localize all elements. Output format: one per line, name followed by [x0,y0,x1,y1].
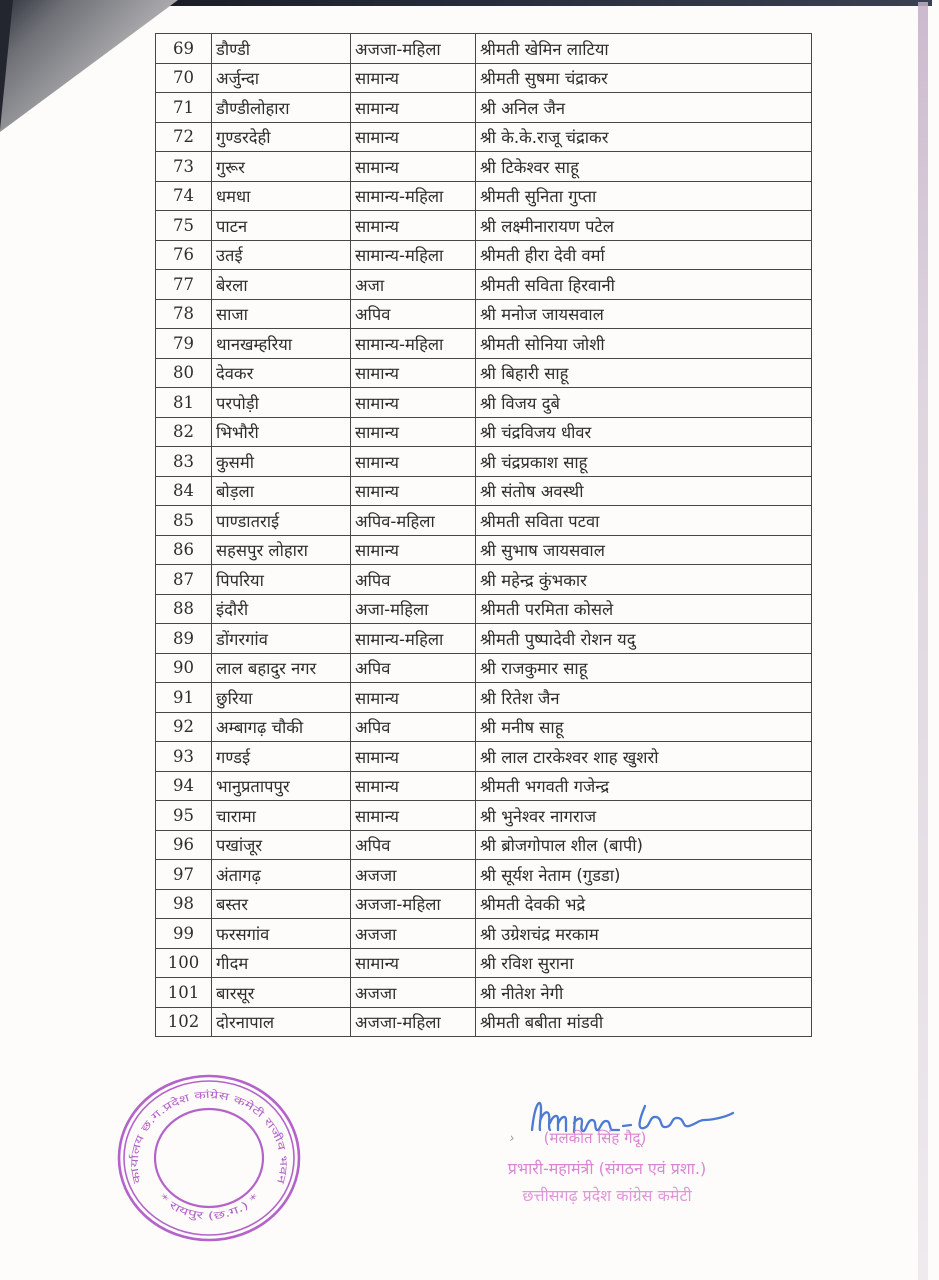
cell-serial: 71 [156,93,212,123]
table-row [156,447,812,477]
cell-category: अपिव [351,830,476,860]
cell-serial: 87 [156,565,212,595]
scan-corner-fold [0,0,178,132]
cell-appointee: श्रीमती सविता हिरवानी [476,270,812,300]
table-row [156,978,812,1008]
cell-appointee: श्री लाल टारकेश्वर शाह खुशरो [476,742,812,772]
cell-appointee: श्री अनिल जैन [476,93,812,123]
cell-appointee: श्री सूर्यश नेताम (गुडडा) [476,860,812,890]
table-row [156,860,812,890]
cell-constituency: साजा [212,299,351,329]
cell-constituency: अर्जुन्दा [212,63,351,93]
cell-category: सामान्य [351,801,476,831]
cell-serial: 102 [156,1007,212,1037]
cell-serial: 101 [156,978,212,1008]
roster-table-body [156,34,812,1037]
cell-constituency: कुसमी [212,447,351,477]
table-row [156,476,812,506]
cell-constituency: डोंगरगांव [212,624,351,654]
table-row [156,299,812,329]
cell-constituency: पाण्डातराई [212,506,351,536]
signatory-name: (मलकीत सिंह गैदू) [543,1129,647,1147]
table-row [156,830,812,860]
cell-constituency: सहसपुर लोहारा [212,535,351,565]
cell-serial: 100 [156,948,212,978]
cell-category: सामान्य [351,447,476,477]
table-row [156,93,812,123]
cell-category: सामान्य [351,683,476,713]
cell-serial: 85 [156,506,212,536]
cell-category: अपिव [351,712,476,742]
cell-category: सामान्य [351,122,476,152]
cell-category: सामान्य [351,358,476,388]
cell-serial: 86 [156,535,212,565]
cell-appointee: श्रीमती सोनिया जोशी [476,329,812,359]
cell-serial: 95 [156,801,212,831]
table-row [156,270,812,300]
cell-constituency: लाल बहादुर नगर [212,653,351,683]
cell-category: सामान्य [351,476,476,506]
cell-constituency: उतई [212,240,351,270]
cell-appointee: श्रीमती भगवती गजेन्द्र [476,771,812,801]
cell-appointee: श्री भुनेश्वर नागराज [476,801,812,831]
table-row [156,181,812,211]
table-row [156,34,812,64]
cell-appointee: श्री ब्रोजगोपाल शील (बापी) [476,830,812,860]
table-row [156,152,812,182]
cell-constituency: छुरिया [212,683,351,713]
cell-serial: 99 [156,919,212,949]
table-row [156,771,812,801]
cell-category: सामान्य [351,152,476,182]
cell-appointee: श्रीमती खेमिन लाटिया [476,34,812,64]
cell-serial: 92 [156,712,212,742]
cell-serial: 98 [156,889,212,919]
cell-category: सामान्य-महिला [351,240,476,270]
table-row [156,712,812,742]
cell-constituency: बस्तर [212,889,351,919]
cell-category: सामान्य [351,63,476,93]
cell-appointee: श्रीमती देवकी भद्रे [476,889,812,919]
table-row [156,63,812,93]
cell-serial: 81 [156,388,212,418]
cell-constituency: थानखम्हरिया [212,329,351,359]
cell-constituency: देवकर [212,358,351,388]
cell-appointee: श्री मनीष साहू [476,712,812,742]
cell-serial: 73 [156,152,212,182]
cell-constituency: पखांजूर [212,830,351,860]
table-row [156,594,812,624]
cell-constituency: परपोड़ी [212,388,351,418]
cell-appointee: श्री उग्रेशचंद्र मरकाम [476,919,812,949]
cell-appointee: श्रीमती हीरा देवी वर्मा [476,240,812,270]
cell-constituency: अंतागढ़ [212,860,351,890]
cell-appointee: श्रीमती परमिता कोसले [476,594,812,624]
table-row [156,683,812,713]
cell-constituency: अम्बागढ़ चौकी [212,712,351,742]
cell-constituency: फरसगांव [212,919,351,949]
cell-category: अजजा-महिला [351,1007,476,1037]
table-row [156,742,812,772]
cell-constituency: बेरला [212,270,351,300]
cell-constituency: डौण्डी [212,34,351,64]
cell-appointee: श्री के.के.राजू चंद्राकर [476,122,812,152]
cell-appointee: श्री लक्ष्मीनारायण पटेल [476,211,812,241]
table-row [156,358,812,388]
cell-appointee: श्रीमती बबीता मांडवी [476,1007,812,1037]
cell-constituency: गुण्डरदेही [212,122,351,152]
cell-serial: 93 [156,742,212,772]
table-row [156,624,812,654]
table-row [156,535,812,565]
cell-constituency: चारामा [212,801,351,831]
scan-right-edge [918,2,928,1280]
cell-category: सामान्य [351,535,476,565]
table-row [156,506,812,536]
cell-category: सामान्य [351,742,476,772]
table-row [156,240,812,270]
cell-constituency: बारसूर [212,978,351,1008]
signatory-organization: छत्तीसगढ़ प्रदेश कांग्रेस कमेटी [522,1186,692,1205]
cell-category: सामान्य-महिला [351,329,476,359]
cell-category: सामान्य [351,211,476,241]
table-row [156,211,812,241]
cell-appointee: श्री महेन्द्र कुंभकार [476,565,812,595]
cell-constituency: पाटन [212,211,351,241]
cell-serial: 91 [156,683,212,713]
cell-serial: 76 [156,240,212,270]
cell-category: अजा [351,270,476,300]
cell-constituency: डौण्डीलोहारा [212,93,351,123]
cell-appointee: श्री रविश सुराना [476,948,812,978]
table-row [156,1007,812,1037]
table-row [156,329,812,359]
cell-constituency: भानुप्रतापपुर [212,771,351,801]
cell-appointee: श्री संतोष अवस्थी [476,476,812,506]
table-row [156,122,812,152]
cell-category: सामान्य-महिला [351,181,476,211]
cell-serial: 90 [156,653,212,683]
cell-constituency: भिभौरी [212,417,351,447]
cell-category: अजा-महिला [351,594,476,624]
cell-constituency: पिपरिया [212,565,351,595]
cell-serial: 88 [156,594,212,624]
scan-speck: › [507,1130,517,1147]
cell-serial: 74 [156,181,212,211]
cell-category: अजजा-महिला [351,889,476,919]
table-row [156,653,812,683]
cell-serial: 72 [156,122,212,152]
cell-category: अपिव [351,653,476,683]
cell-category: सामान्य [351,771,476,801]
cell-serial: 80 [156,358,212,388]
cell-category: अपिव-महिला [351,506,476,536]
cell-appointee: श्री राजकुमार साहू [476,653,812,683]
table-row [156,919,812,949]
table-row [156,565,812,595]
cell-serial: 75 [156,211,212,241]
cell-serial: 84 [156,476,212,506]
cell-serial: 94 [156,771,212,801]
cell-appointee: श्री रितेश जैन [476,683,812,713]
cell-constituency: इंदौरी [212,594,351,624]
cell-serial: 89 [156,624,212,654]
cell-serial: 96 [156,830,212,860]
roster-table [155,33,812,1037]
cell-category: सामान्य [351,948,476,978]
cell-appointee: श्री चंद्रविजय धीवर [476,417,812,447]
office-round-stamp [112,1072,306,1248]
cell-constituency: दोरनापाल [212,1007,351,1037]
table-row [156,417,812,447]
cell-category: अजजा [351,919,476,949]
cell-category: सामान्य [351,388,476,418]
stamp-ring-text: कार्यालय छ.ग.प्रदेश कांग्रेस कमेटी राजीव भवन [128,1089,290,1185]
cell-serial: 78 [156,299,212,329]
cell-serial: 82 [156,417,212,447]
cell-category: अजजा-महिला [351,34,476,64]
cell-appointee: श्रीमती सविता पटवा [476,506,812,536]
cell-category: सामान्य [351,93,476,123]
cell-serial: 77 [156,270,212,300]
cell-constituency: गण्डई [212,742,351,772]
cell-appointee: श्रीमती सुनिता गुप्ता [476,181,812,211]
cell-appointee: श्री विजय दुबे [476,388,812,418]
cell-appointee: श्री बिहारी साहू [476,358,812,388]
cell-category: अपिव [351,299,476,329]
cell-category: अजजा [351,860,476,890]
cell-serial: 97 [156,860,212,890]
cell-category: अजजा [351,978,476,1008]
cell-serial: 69 [156,34,212,64]
cell-category: सामान्य-महिला [351,624,476,654]
cell-appointee: श्रीमती पुष्पादेवी रोशन यदु [476,624,812,654]
cell-constituency: गीदम [212,948,351,978]
cell-constituency: गुरूर [212,152,351,182]
cell-appointee: श्री चंद्रप्रकाश साहू [476,447,812,477]
table-row [156,889,812,919]
cell-constituency: बोड़ला [212,476,351,506]
cell-appointee: श्री सुभाष जायसवाल [476,535,812,565]
cell-serial: 79 [156,329,212,359]
stamp-bottom-text: * रायपुर (छ.ग.) * [156,1191,260,1223]
cell-appointee: श्री मनोज जायसवाल [476,299,812,329]
table-row [156,948,812,978]
signatory-title: प्रभारी-महामंत्री (संगठन एवं प्रशा.) [507,1159,707,1178]
cell-category: सामान्य [351,417,476,447]
cell-serial: 83 [156,447,212,477]
cell-appointee: श्री नीतेश नेगी [476,978,812,1008]
table-row [156,388,812,418]
cell-appointee: श्री टिकेश्वर साहू [476,152,812,182]
cell-serial: 70 [156,63,212,93]
cell-appointee: श्रीमती सुषमा चंद्राकर [476,63,812,93]
cell-category: अपिव [351,565,476,595]
table-row [156,801,812,831]
cell-constituency: धमधा [212,181,351,211]
